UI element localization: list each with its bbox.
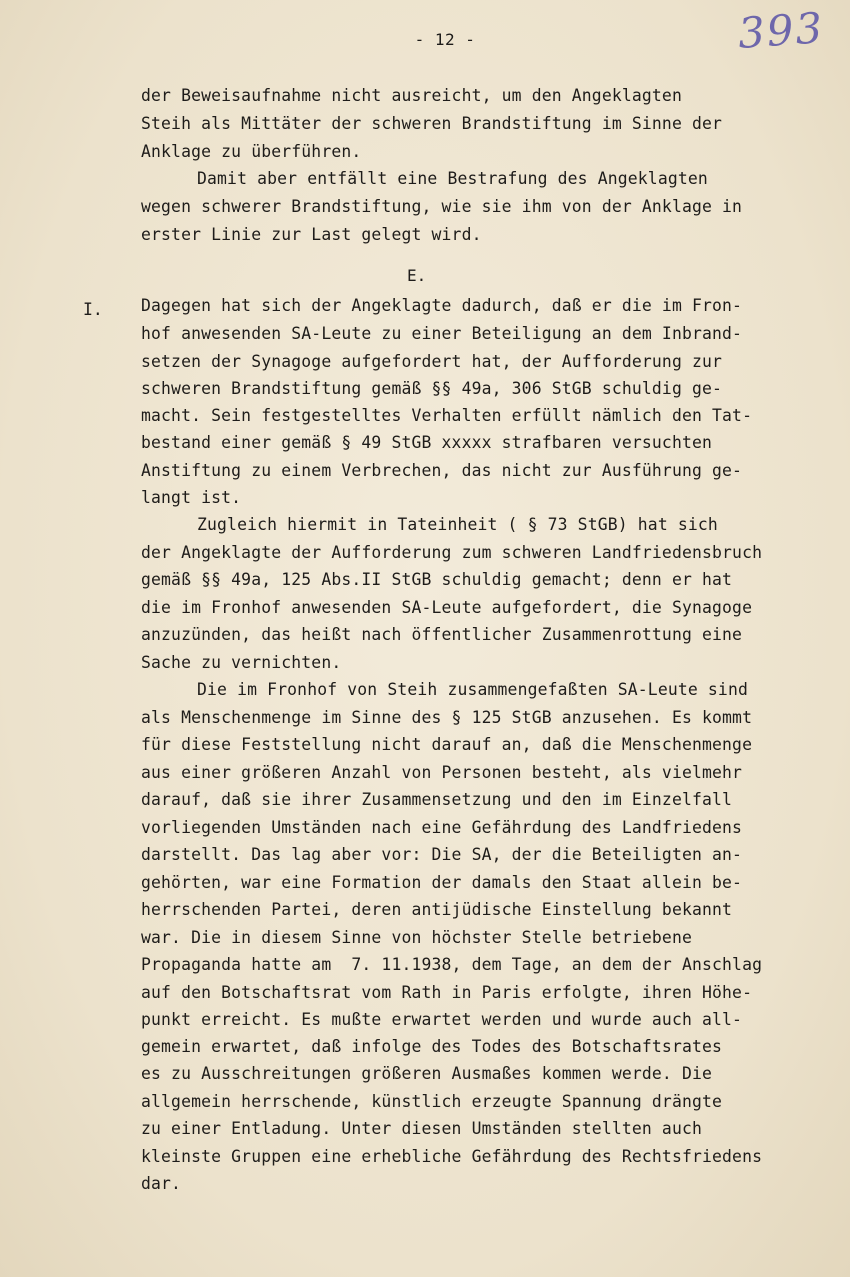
text-line: wegen schwerer Brandstiftung, wie sie ihm von der Anklage in [141, 197, 743, 216]
text-line: kleinste Gruppen eine erhebliche Gefährdung des Rechtsfriedens [141, 1147, 763, 1166]
text-line: macht. Sein festgestelltes Verhalten erfüllt nämlich den Tat- [141, 406, 753, 425]
text-line: auf den Botschaftsrat vom Rath in Paris erfolgte, ihren Höhe- [141, 983, 753, 1002]
text-line: gehörten, war eine Formation der damals den Staat allein be- [141, 873, 743, 892]
text-line: Dagegen hat sich der Angeklagte dadurch, daß er die im Fron- [141, 296, 743, 315]
text-line: darauf, daß sie ihrer Zusammensetzung und den im Einzelfall [141, 790, 733, 809]
text-line: es zu Ausschreitungen größeren Ausmaßes kommen werde. Die [141, 1064, 713, 1083]
text-line: vorliegenden Umständen nach eine Gefährdung des Landfriedens [141, 818, 743, 837]
text-line: anzuzünden, das heißt nach öffentlicher Zusammenrottung eine [141, 625, 743, 644]
text-line: setzen der Synagoge aufgefordert hat, der Aufforderung zur [141, 352, 723, 371]
text-line: Sache zu vernichten. [141, 653, 342, 672]
handwritten-folio-number: 393 [736, 3, 826, 58]
text-line: Damit aber entfällt eine Bestrafung des Angeklagten [197, 169, 708, 188]
text-line: der Beweisaufnahme nicht ausreicht, um den Angeklagten [141, 86, 682, 105]
text-line: langt ist. [141, 488, 242, 507]
text-line: für diese Feststellung nicht darauf an, daß die Menschenmenge [141, 735, 753, 754]
text-line: herrschenden Partei, deren antijüdische Einstellung bekannt [141, 900, 733, 919]
text-line: zu einer Entladung. Unter diesen Umständen stellten auch [141, 1119, 703, 1138]
section-heading: E. [407, 266, 427, 285]
text-line: Propaganda hatte am 7. 11.1938, dem Tage, an dem der Anschlag [141, 955, 763, 974]
text-line: die im Fronhof anwesenden SA-Leute aufgefordert, die Synagoge [141, 598, 753, 617]
text-line: punkt erreicht. Es mußte erwartet werden und wurde auch all- [141, 1010, 743, 1029]
text-line: dar. [141, 1174, 182, 1193]
text-line: bestand einer gemäß § 49 StGB xxxxx strafbaren versuchten [141, 433, 713, 452]
page-number: - 12 - [414, 30, 476, 49]
text-line: schweren Brandstiftung gemäß §§ 49a, 306 StGB schuldig ge- [141, 379, 723, 398]
text-line: gemein erwartet, daß infolge des Todes des Botschaftsrates [141, 1037, 723, 1056]
text-line: war. Die in diesem Sinne von höchster Stelle betriebene [141, 928, 692, 947]
text-line: erster Linie zur Last gelegt wird. [141, 225, 482, 244]
text-line: als Menschenmenge im Sinne des § 125 StGB anzusehen. Es kommt [141, 708, 753, 727]
text-line: aus einer größeren Anzahl von Personen besteht, als vielmehr [141, 763, 743, 782]
text-line: darstellt. Das lag aber vor: Die SA, der die Beteiligten an- [141, 845, 743, 864]
text-line: Die im Fronhof von Steih zusammengefaßten SA-Leute sind [197, 680, 748, 699]
text-line: Zugleich hiermit in Tateinheit ( § 73 StGB) hat sich [197, 515, 718, 534]
text-line: Anklage zu überführen. [141, 142, 362, 161]
text-line: Anstiftung zu einem Verbrechen, das nicht zur Ausführung ge- [141, 461, 743, 480]
text-line: gemäß §§ 49a, 125 Abs.II StGB schuldig gemacht; denn er hat [141, 570, 733, 589]
text-line: der Angeklagte der Aufforderung zum schweren Landfriedensbruch [141, 543, 763, 562]
roman-numeral: I. [83, 300, 103, 319]
text-line: Steih als Mittäter der schweren Brandstiftung im Sinne der [141, 114, 723, 133]
text-line: allgemein herrschende, künstlich erzeugte Spannung drängte [141, 1092, 723, 1111]
text-line: hof anwesenden SA-Leute zu einer Beteiligung an dem Inbrand- [141, 324, 743, 343]
